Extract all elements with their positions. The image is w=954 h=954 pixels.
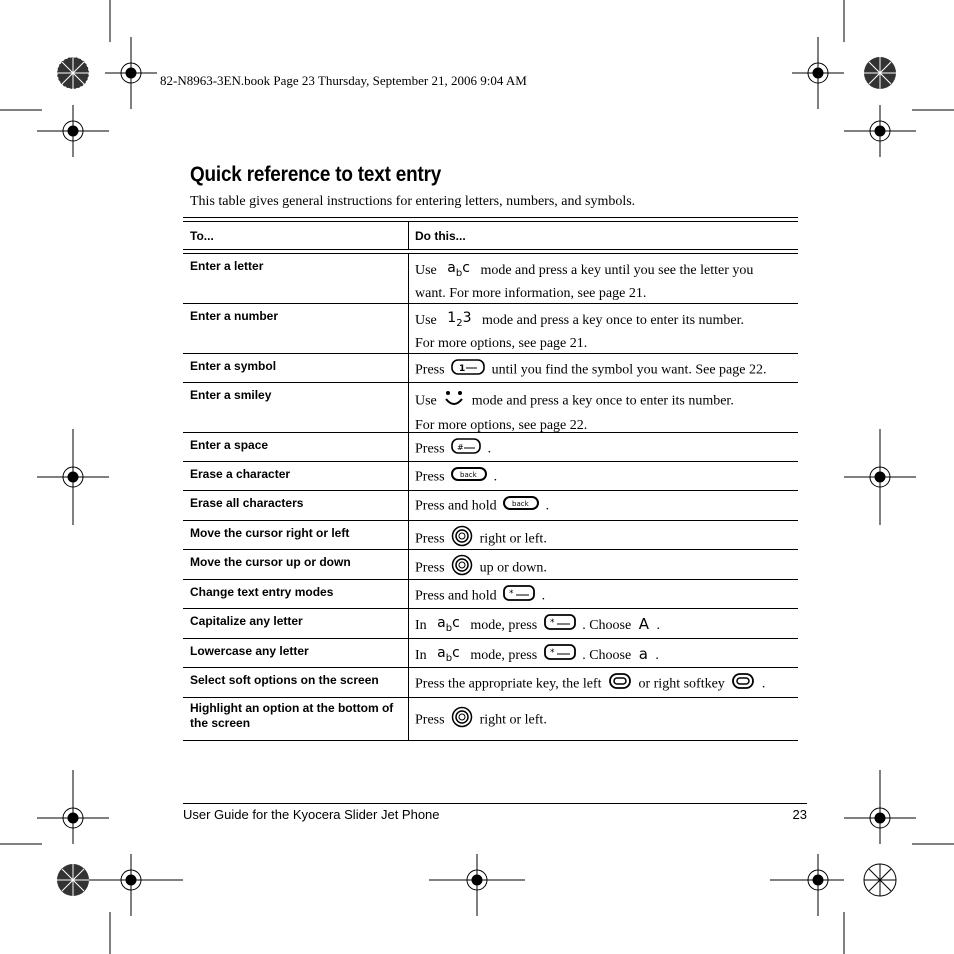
- instruction-text: Press: [415, 441, 445, 457]
- row-action: Highlight an option at the bottom of the screen: [183, 698, 409, 740]
- table-row: [183, 462, 798, 491]
- row-instruction: [409, 580, 798, 608]
- svg-text:#: #: [457, 443, 464, 452]
- instruction-text: .: [656, 618, 660, 634]
- table-row: [183, 609, 798, 639]
- svg-text:*: *: [549, 648, 555, 659]
- instruction-text-line2: want. For more information, see page 21.: [415, 285, 647, 301]
- row-action: Change text entry modes: [183, 580, 409, 608]
- row-action: Lowercase any letter: [183, 639, 409, 667]
- instruction-text: Press: [415, 560, 445, 576]
- table-row: [183, 550, 798, 580]
- page-number: 23: [792, 807, 807, 822]
- row-action: Move the cursor right or left: [183, 521, 409, 549]
- svg-text:*: *: [509, 589, 514, 599]
- page-title: Quick reference to text entry: [190, 163, 442, 186]
- instruction-text: .: [655, 648, 659, 664]
- svg-text:back: back: [512, 500, 529, 508]
- table-row: [183, 383, 798, 433]
- row-instruction: [409, 254, 798, 303]
- instruction-text: Press and hold: [415, 588, 497, 604]
- table-row: [183, 668, 798, 698]
- row-action: Enter a letter: [183, 254, 409, 303]
- row-instruction: [409, 383, 798, 432]
- table-row: [183, 354, 798, 383]
- star-shift-key-icon: [544, 613, 576, 638]
- row-instruction: [409, 462, 798, 490]
- star-shift-key-icon: [503, 584, 535, 609]
- instruction-text: Use: [415, 263, 437, 279]
- svg-text:back: back: [460, 471, 477, 479]
- instruction-text: .: [541, 588, 546, 604]
- table-header: [183, 221, 798, 249]
- left-softkey-icon: [608, 672, 632, 697]
- row-instruction: [409, 550, 798, 579]
- table-row: [183, 580, 798, 609]
- svg-text:*: *: [549, 618, 555, 629]
- back-key-icon: [451, 466, 487, 489]
- row-instruction: [409, 668, 798, 697]
- 1-key-icon: [451, 358, 485, 383]
- row-instruction: [409, 304, 798, 353]
- instruction-text: In: [415, 648, 427, 664]
- row-instruction: [409, 639, 798, 667]
- instruction-text-line2: For more options, see page 22.: [415, 418, 588, 433]
- instruction-text: Use: [415, 313, 437, 329]
- instruction-text-line2: For more options, see page 21.: [415, 335, 588, 351]
- print-slug: 82-N8963-3EN.book Page 23 Thursday, September 21, 2006 9:04 AM: [160, 73, 527, 88]
- col-header-do-this: Do this...: [415, 229, 466, 243]
- instruction-text: mode and press a key once to enter its number.: [482, 313, 745, 329]
- row-instruction: [409, 609, 798, 638]
- row-action: Capitalize any letter: [183, 609, 409, 638]
- row-action: Select soft options on the screen: [183, 668, 409, 697]
- table-row: [183, 521, 798, 550]
- abc-mode-icon: $a_bc$: [437, 615, 460, 634]
- reference-table: [183, 217, 798, 741]
- instruction-text: .: [761, 676, 766, 692]
- row-instruction: [409, 491, 798, 520]
- instruction-text: Press the appropriate key, the left: [415, 676, 602, 692]
- table-row: [183, 433, 798, 462]
- star-shift-key-icon: [544, 643, 576, 668]
- instruction-text: until you find the symbol you want. See page 22.: [491, 362, 767, 378]
- instruction-text: .: [493, 469, 498, 485]
- row-action: Erase a character: [183, 462, 409, 490]
- table-row: [183, 491, 798, 521]
- instruction-text: . Choose: [582, 648, 632, 664]
- page-footer: [183, 803, 807, 822]
- right-softkey-icon: [731, 672, 755, 697]
- abc-mode-icon: $a_bc$: [447, 260, 470, 279]
- instruction-text: or right softkey: [638, 676, 725, 692]
- pound-space-key-icon: [451, 437, 481, 462]
- instruction-text: Use: [415, 393, 437, 409]
- letter-case-glyph: A: [638, 615, 649, 634]
- row-action: Move the cursor up or down: [183, 550, 409, 579]
- row-action: Enter a smiley: [183, 383, 409, 432]
- instruction-text: mode and press a key until you see the letter you: [480, 263, 754, 279]
- instruction-text: mode and press a key once to enter its number.: [471, 393, 734, 409]
- row-instruction: [409, 433, 798, 461]
- table-row: [183, 304, 798, 354]
- instruction-text: right or left.: [479, 712, 547, 728]
- row-instruction: [409, 354, 798, 382]
- col-header-to: To...: [183, 222, 409, 249]
- instruction-text: mode, press: [470, 618, 538, 634]
- smiley-mode-icon: [443, 387, 465, 416]
- instruction-text: Press: [415, 469, 445, 485]
- instruction-text: right or left.: [479, 531, 547, 547]
- row-action: Enter a space: [183, 433, 409, 461]
- intro-text: This table gives general instructions for entering letters, numbers, and symbols.: [190, 194, 636, 209]
- 123-mode-icon: $1_23$: [447, 310, 472, 329]
- footer-guide-title: User Guide for the Kyocera Slider Jet Phone: [183, 807, 440, 822]
- navigation-key-icon: [451, 554, 473, 583]
- instruction-text: .: [487, 441, 492, 457]
- instruction-text: mode, press: [470, 648, 538, 664]
- svg-text:1: 1: [459, 364, 466, 374]
- row-instruction: [409, 698, 798, 740]
- abc-mode-icon: $a_bc$: [437, 645, 460, 664]
- instruction-text: Press: [415, 362, 445, 378]
- row-action: Enter a number: [183, 304, 409, 353]
- instruction-text: Press: [415, 531, 445, 547]
- instruction-text: up or down.: [479, 560, 547, 576]
- table-row: [183, 254, 798, 304]
- row-instruction: [409, 521, 798, 549]
- instruction-text: In: [415, 618, 427, 634]
- instruction-text: .: [545, 498, 550, 514]
- row-action: Enter a symbol: [183, 354, 409, 382]
- letter-case-glyph: a: [638, 645, 648, 664]
- instruction-text: Press and hold: [415, 498, 497, 514]
- instruction-text: Press: [415, 712, 445, 728]
- back-key-icon: [503, 495, 539, 518]
- instruction-text: . Choose: [582, 618, 632, 634]
- table-row: [183, 639, 798, 668]
- row-action: Erase all characters: [183, 491, 409, 520]
- table-row: [183, 698, 798, 741]
- navigation-key-icon: [451, 706, 473, 735]
